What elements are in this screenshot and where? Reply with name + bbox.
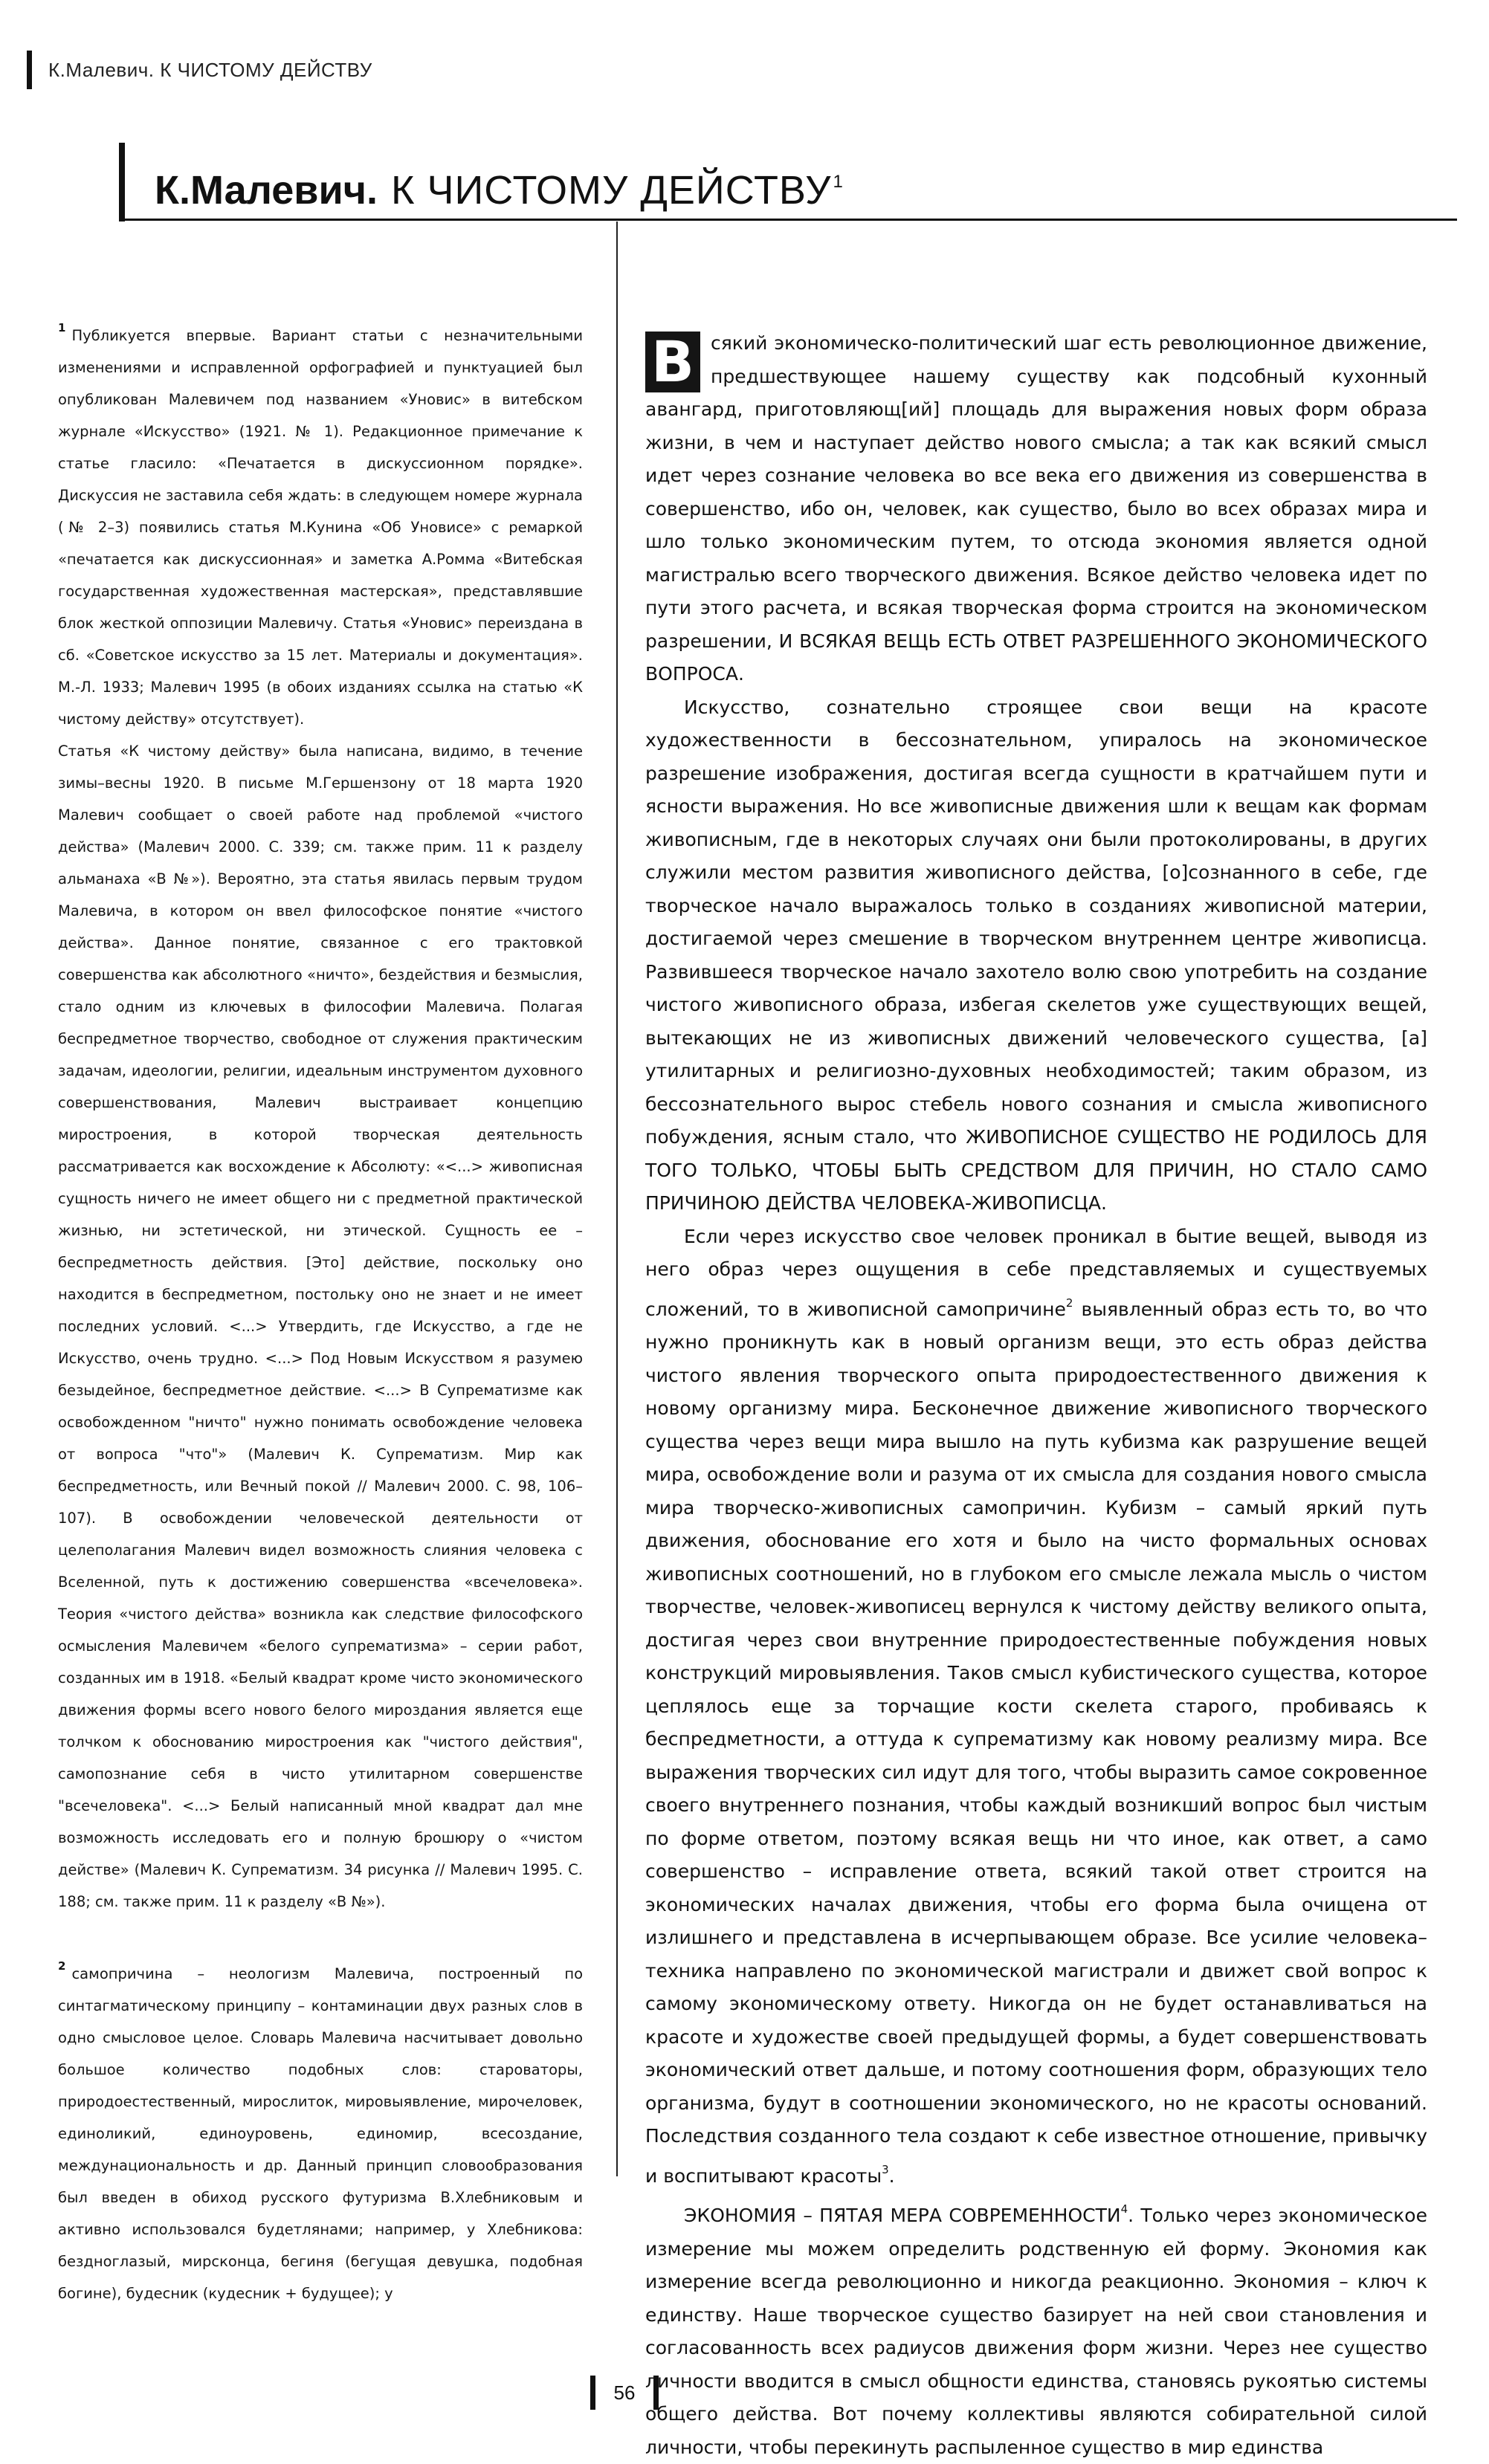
paragraph-4 [645,2193,1427,2464]
title-name: К ЧИСТОМУ ДЕЙСТВУ [391,168,832,213]
footnote-1-mark: 1 [58,321,66,334]
paragraph-3 [645,1220,1427,2193]
title-author: К.Малевич. [155,168,378,213]
note-2-mark[interactable]: 2 [1065,1296,1073,1310]
column-divider [616,221,618,2176]
footnote-2 [58,1950,583,2309]
note-4-mark[interactable]: 4 [1120,2202,1128,2216]
footnotes-column [58,312,583,2309]
footnote-1 [58,312,583,735]
drop-cap: В [645,332,700,392]
title-note-mark[interactable]: 1 [833,172,843,192]
paragraph-4-heading: ЭКОНОМИЯ – ПЯТАЯ МЕРА СОВРЕМЕННОСТИ [684,2205,1121,2226]
paragraph-1 [645,327,1427,691]
paragraph-3-text-b: выявленный образ есть то, во что нужно проникнуть как в новый организм вещи, это есть образ действа чистого явления творческого опыта природоестественного движения к новому организму мира. Бесконечное движение живописного творческого существа через вещи мира вышло на путь кубизма как разрушение вещей мира, освобождение воли и разума от их смысла для создания нового смысла мира творческо-живописных самопричин. Кубизм – самый яркий путь движения, обоснование его хотя и было на чисто формальных основах живописных соотношений, но в глубоком его смысле лежала мысль о чистом творчестве, человек-живописец вернулся к чистому действу великого опыта, достигая через свои внутренние природоестественные побуждения новых конструкций мировыявления. Таков смысл кубистического существа, которое цеплялось еще за торчащие кости скелета старого, пробиваясь к беспредметности, а оттуда к супрематизму как новому реализму мира. Все выражения творческих сил идут для того, чтобы выразить самое сокровенное своего внутреннего познания, чтобы каждый возникший вопрос был чистым по форме ответом, поэтому всякая вещь ни что иное, как ответ, а само совершенство – исправление ответа, всякий такой ответ строится на экономических началах движения, чтобы его форма была очищена от излишнего и представлена в исчерпывающем образе. Все усилие человека– техника направлено по экономической магистрали и движет свой вопрос к самому экономическому ответу. Никогда он не будет останавливаться на красоте и художестве своей предыдущей формы, а будет совершенствовать экономический ответ дальше, и потому соотношения форм, образующих тело организма, будут в соотношении экономического, но не красоты оснований. Последствия созданного тела создают к себе известное отношение, привычку и воспитывают красоты [645,1298,1427,2187]
article-body [645,327,1427,2464]
page-number: 56 [590,2376,659,2410]
title-rule [119,219,1457,221]
footnote-1-continued: Статья «К чистому действу» была написана, видимо, в течение зимы–весны 1920. В письме М.Гершензону от 18 марта 1920 Малевич сообщает о своей работе над проблемой «чистого действа» (Малевич 2000. С. 339; см. также прим. 11 к разделу альманаха «В №»). Вероятно, эта статья явилась первым трудом Малевича, в котором он ввел философское понятие «чистого действа». Данное понятие, связанное с его трактовкой совершенства как абсолютного «ничто», бездействия и безмыслия, стало одним из ключевых в философии Малевича. Полагая беспредметное творчество, свободное от служения практическим задачам, идеологии, религии, идеальным инструментом духовного совершенствования, Малевич выстраивает концепцию миростроения, в которой творческая деятельность рассматривается как восхождение к Абсолюту: «<...> живописная сущность ничего не имеет общего ни с предметной практической жизнью, ни эстетической, ни этической. Сущность ее – беспредметность действия. [Это] действие, поскольку оно находится в беспредметном, постольку оно не знает и не имеет последних условий. <...> Утвердить, где Искусство, а где не Искусство, очень трудно. <...> Под Новым Искусством я разумею безыдейное, беспредметное действие. <...> В Супрематизме как освобожденном "ничто" нужно понимать освобождение человека от вопроса "что"» (Малевич К. Супрематизм. Мир как беспредметность, или Вечный покой // Малевич 2000. С. 98, 106–107). В освобождении человеческой деятельности от целеполагания Малевич видел возможность слияния человека с Вселенной, путь к достижению совершенства «всечеловека». Теория «чистого действа» возникла как следствие философского осмысления Малевичем «белого супрематизма» – серии работ, созданных им в 1918. «Белый квадрат кроме чисто экономического движения формы всего нового белого мироздания является еще толчком к обоснованию миростроения как "чистого действия", самопознание себя в чисто утилитарном совершенстве "всечеловека". <...> Белый написанный мной квадрат дал мне возможность исследовать его и полную брошюру о «чистом действе» (Малевич К. Супрематизм. 34 рисунка // Малевич 1995. С. 188; см. также прим. 11 к разделу «В №»). [58,743,583,1910]
paragraph-1-text: сякий экономическо-политический шаг есть революционное движение, предшествующее нашему существу как подсобный кухонный авангард, приготовляющ[ий] площадь для выражения новых форм образа жизни, в чем и наступает действо нового смысла; а так как всякий смысл идет через сознание человека во все века его движения из совершенства в совершенство, ибо он, человек, как существо, было во всех образах мира и шло только экономическим путем, то отсюда экономия является одной магистралью всего творческого движения. Всякое действо человека идет по пути этого расчета, и всякая творческая форма строится на экономическом разрешении, И ВСЯКАЯ ВЕЩЬ ЕСТЬ ОТВЕТ РАЗРЕШЕННОГО ЭКОНОМИЧЕСКОГО ВОПРОСА. [645,332,1427,685]
paragraph-2: Искусство, сознательно строящее свои вещи на красоте художественности в бессознательном, упиралось на экономическое разрешение изображения, достигая всегда сущности в кратчайшем пути и ясности выражения. Но все живописные движения шли к вещам как формам живописным, где в некоторых случаях они были протоколированы, в других служили местом развития живописного действа, [о]сознанного в себе, где творческое начало выражалось только в созданиях живописной материи, достигаемой через смешение в творческом внутреннем центре живописца. Развившееся творческое начало захотело волю свою употребить на создание чистого живописного образа, избегая скелетов уже существующих вещей, вытекающих не из живописных движений человеческого существа, [а] утилитарных и религиозно-духовных необходимостей; таким образом, из бессознательного вырос стебель нового сознания и смысла живописного побуждения, ясным стало, что ЖИВОПИСНОЕ СУЩЕСТВО НЕ РОДИЛОСЬ ДЛЯ ТОГО ТОЛЬКО, ЧТОБЫ БЫТЬ СРЕДСТВОМ ДЛЯ ПРИЧИН, НО СТАЛО САМО ПРИЧИНОЮ ДЕЙСТВА ЧЕЛОВЕКА-ЖИВОПИСЦА. [645,696,1427,1214]
footnote-1-text: Публикуется впервые. Вариант статьи с незначительными изменениями и исправленной орфографией и пунктуацией был опубликован Малевичем под названием «Уновис» в витебском журнале «Искусство» (1921. № 1). Редакционное примечание к статье гласило: «Печатается в дискуссионном порядке». Дискуссия не заставила себя ждать: в следующем номере журнала (№ 2–3) появились статья М.Кунина «Об Уновисе» с ремаркой «печатается как дискуссионная» и заметка А.Ромма «Витебская государственная художественная мастерская», представлявшие блок жесткой оппозиции Малевичу. Статья «Уновис» переиздана в сб. «Советское искусство за 15 лет. Материалы и документация». М.-Л. 1933; Малевич 1995 (в обоих изданиях ссылка на статью «К чистому действу» отсутствует). [58,327,583,728]
footnote-2-text: самопричина – неологизм Малевича, построенный по синтагматическому принципу – контаминации двух разных слов в одно смысловое целое. Словарь Малевича насчитывает довольно большое количество подобных слов: староваторы, природоестественный, мирослиток, мировыявление, мирочеловек, единоликий, единоуровень, единомир, всесоздание, междунациональность и др. Данный принцип словообразования был введен в обиход русского футуризма В.Хлебниковым и активно использовался будетлянами; например, у Хлебникова: бездноглазый, мирсконца, бегиня (бегущая девушка, подобная богине), будесник (кудесник + будущее); у [58,1965,583,2302]
note-3-mark[interactable]: 3 [882,2162,889,2176]
running-title: К.Малевич. К ЧИСТОМУ ДЕЙСТВУ [27,51,372,89]
paragraph-3-text-a: Если через искусство свое человек проникал в бытие вещей, выводя из него образ через ощущения в себе представляемых и существуемых сложений, то в живописной самопричине [645,1225,1427,1320]
paragraph-4-text: . Только через экономическое измерение мы можем определить родственную ей форму. Экономия как измерение всегда революционно и никогда реакционно. Экономия – ключ к единству. Наше творческое существо базирует на ней свои становления и согласованность всех радиусов движения форм жизни. Через нее существо личности вводится в смысл общности единства, становясь рукоятью системы общего действа. Вот почему коллективы являются собирательной силой личности, чтобы перекинуть распыленное существо в мир единства [645,2205,1427,2458]
article-title [119,143,843,221]
footnote-2-mark: 2 [58,1959,66,1973]
paragraph-3-end: . [888,2164,895,2187]
